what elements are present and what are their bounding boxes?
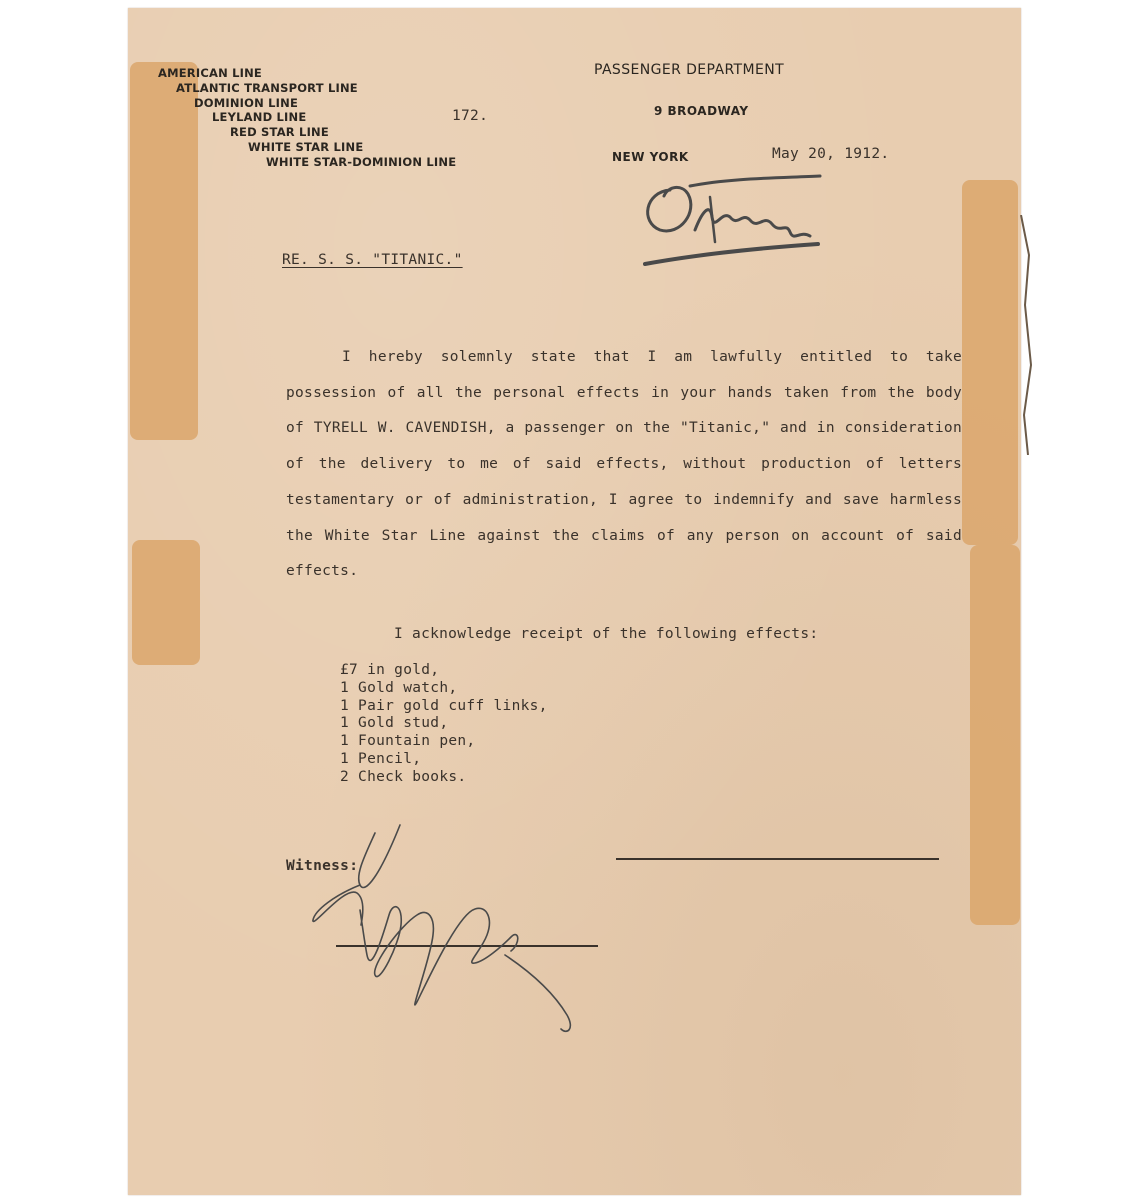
acknowledgement-line: I acknowledge receipt of the following effects: (394, 626, 819, 642)
shipping-line: WHITE STAR LINE (248, 139, 364, 154)
effect-item: 1 Pencil, (340, 750, 422, 767)
letter-date: May 20, 1912. (772, 146, 890, 162)
effect-item: 2 Check books. (340, 768, 467, 785)
effect-item: £7 in gold, (340, 662, 440, 678)
city: NEW YORK (612, 150, 689, 164)
effect-item: 1 Gold stud, (340, 715, 449, 732)
witness-label: Witness: (286, 858, 359, 874)
shipping-line: LEYLAND LINE (212, 110, 307, 125)
tape-mark (132, 540, 200, 665)
letterhead-shipping-lines (158, 66, 456, 170)
document-number: 172. (452, 108, 489, 124)
shipping-line: AMERICAN LINE (158, 66, 262, 80)
shipping-line: DOMINION LINE (194, 95, 299, 110)
tape-mark (962, 180, 1018, 545)
signature-line (616, 858, 939, 860)
initials-signature (640, 172, 830, 272)
effect-item: 1 Fountain pen, (340, 733, 476, 750)
address: 9 BROADWAY (654, 104, 749, 118)
shipping-line: WHITE STAR-DOMINION LINE (266, 154, 457, 169)
shipping-line: RED STAR LINE (230, 125, 329, 140)
shipping-line: ATLANTIC TRANSPORT LINE (176, 80, 358, 95)
effects-list (340, 662, 548, 787)
statement-paragraph: I hereby solemnly state that I am lawfully entitled to take possession of all the personal effects in your hands taken from the body of TYRELL W. CAVENDISH, a passenger on the "Titanic," and in consideration of the delivery to me of said effects, without production of letters testamentary or of administration, I agree to indemnify and save harmless the White Star Line against the claims of any person on account of said effects. (286, 349, 962, 580)
effect-item: 1 Gold watch, (340, 679, 458, 696)
effect-item: 1 Pair gold cuff links, (340, 697, 548, 714)
paper-tear (1019, 215, 1033, 455)
witness-signature (305, 815, 585, 1045)
department-header: PASSENGER DEPARTMENT (594, 62, 785, 78)
subject-line: RE. S. S. "TITANIC." (282, 252, 463, 268)
tape-mark (970, 545, 1020, 925)
